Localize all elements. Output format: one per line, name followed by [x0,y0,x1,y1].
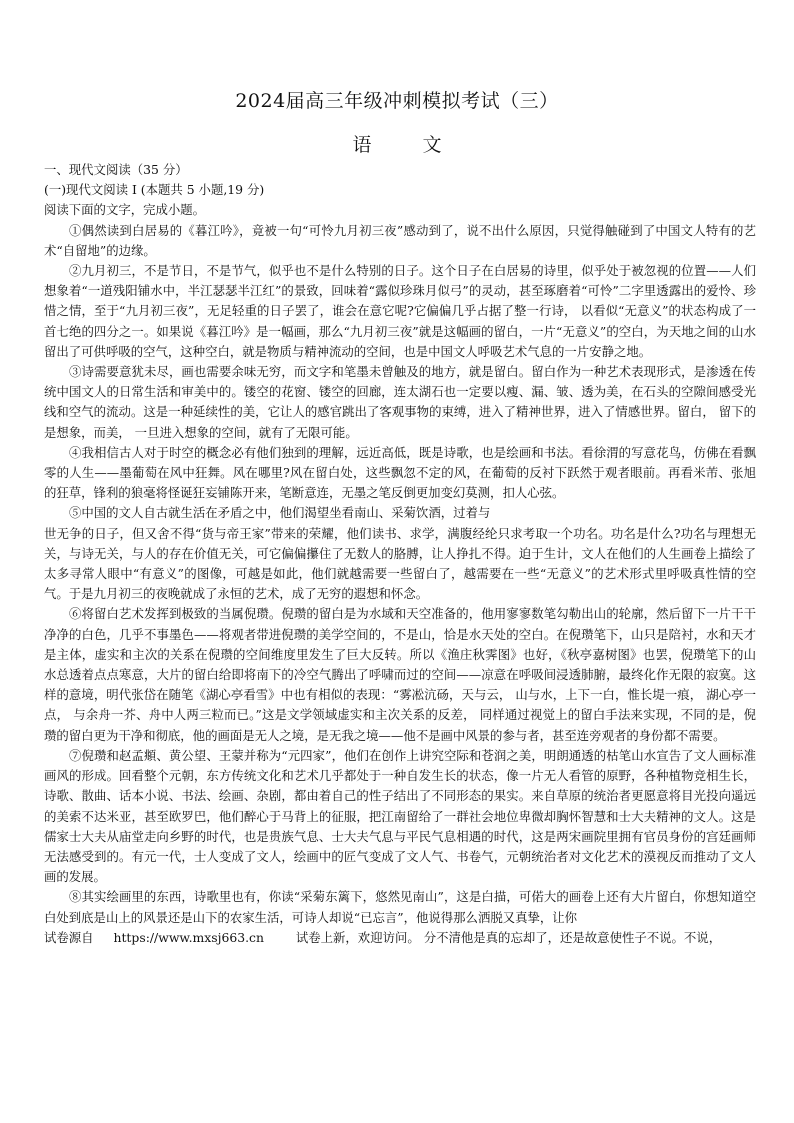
paragraph-3: ③诗需要意犹未尽，画也需要余味无穷，而文字和笔墨未曾触及的地方，就是留白。留白作为一种艺术表现形式，是渗透在传统中国文人的日常生活和审美中的。镂空的花窗、镂空的回廊，连太湖石也一定要以瘦、漏、皱、透为美，在石头的空隙间感受光线和空气的流动。这是一种延续性的美，它让人的感官跳出了客观事物的束缚，进入了精神世界，进入了情感世界。留白， 留下的是想象，而美， 一旦进入想象的空间，就有了无限可能。 [44,364,756,440]
paragraph-2: ②九月初三，不是节日，不是节气，似乎也不是什么特别的日子。这个日子在白居易的诗里，似乎处于被忽视的位置——人们想象着“一道残阳铺水中，半江瑟瑟半江红”的景致，回味着“露似珍珠月似弓”的灵动，甚至琢磨着“可怜”二字里透露出的爱怜、珍惜之情，至于“九月初三夜”，无足轻重的日子罢了，谁会在意它呢?它偏偏几乎占据了整一行诗， 以看似“无意义”的状态构成了一首七绝的四分之一。如果说《暮江吟》是一幅画，那么“九月初三夜”就是这幅画的留白，一片“无意义”的空白，为天地之间的山水留出了可供呼吸的空气，这种空白，就是物质与精神流动的空间，也是中国文人呼吸艺术气息的一片安静之地。 [44,263,756,359]
footer-line [44,928,756,948]
reading-instruction: 阅读下面的文字，完成小题。 [44,202,206,218]
source-url-link[interactable]: https://www.mxsj663.cn [113,929,264,945]
paragraph-5-start: ⑤中国的文人自古就生活在矛盾之中，他们渴望坐看南山、采菊饮酒，过着与 [69,505,491,521]
subsection-heading: (一)现代文阅读 I (本题共 5 小题,19 分) [44,182,265,198]
paragraph-5-continued: 世无争的日子，但又舍不得“货与帝王家”带来的荣耀，他们读书、求学，满腹经纶只求考取一个功名。功名是什么?功名与理想无关，与诗无关，与人的存在价值无关，可它偏偏攥住了无数人的胳膊，让人挣扎不得。迫于生计，文人在他们的人生画卷上描绘了太多寻常人眼中“有意义”的图像，可越是如此，他们就越需要一些留白了，越需要在一些“无意义”的艺术形式里呼吸真性情的空气。于是九月初三的夜晚就成了永恒的艺术，成了无穷的遐想和怀念。 [44,525,756,602]
paragraph-8-tail: 分不清他是真的忘却了，还是故意使性子不说。不说， [423,929,722,945]
paragraph-4: ④我相信古人对于时空的概念必有他们独到的理解，远近高低，既是诗歌，也是绘画和书法。看徐渭的写意花鸟，仿佛在看飘零的人生——墨葡萄在风中狂舞。风在哪里?风在留白处，这些飘忽不定的风，在葡萄的反衬下跃然于观者眼前。再看米芾、张旭的狂草，锋利的狼毫将怪诞狂妄铺陈开来，笔断意连，无墨之笔反倒更加变幻莫测，扣人心弦。 [44,444,756,501]
paragraph-7: ⑦倪瓒和赵孟頫、黄公望、王蒙并称为“元四家”，他们在创作上讲究空际和苍润之美，明朗通透的枯笔山水宣告了文人画标准画风的形成。回看整个元朝，东方传统文化和艺术几乎都处于一种自发生长的状态，像一片无人看管的原野，各种植物竞相生长，诗歌、散曲、话本小说、书法、绘画、杂剧，都由着自己的性子结出了不同形态的果实。来自草原的统治者更愿意将目光投向遥远的美索不达米亚，甚至欧罗巴，他们醉心于马背上的征服，把江南留给了一群社会地位卑微却胸怀智慧和士大夫精神的文人。这是儒家士大夫从庙堂走向乡野的时代，也是贵族气息、士大夫气息与平民气息相遇的时代，这是两宋画院里拥有官员身份的宫廷画师无法感受到的。有元一代，士人变成了文人，绘画中的匠气变成了文人气、书卷气，元朝统治者对文化艺术的漠视反而推动了文人画的发展。 [44,747,756,885]
source-notice: 试卷上新，欢迎访问。 [295,929,420,945]
source-label: 试卷源自 [44,929,94,945]
subject-heading: 语 文 [352,134,458,156]
paragraph-6: ⑥将留白艺术发挥到极致的当属倪瓒。倪瓒的留白是为水域和天空准备的，他用寥寥数笔勾勒出山的轮廓，然后留下一片干干净净的白色，几乎不事墨色——将观者带进倪瓒的美学空间的，不是山，恰是水天处的空白。在倪瓒笔下，山只是陪衬，水和天才是主体，虚实和主次的关系在倪瓒的空间维度里发生了巨大反转。所以《渔庄秋霁图》也好，《秋亭嘉树图》也罢，倪瓒笔下的山水总透着点点寒意，大片的留白给即将南下的冷空气腾出了呼啸而过的空间——凉意在呼吸间浸透肺腑，最终化作无限的寂寞。这样的意境，明代张岱在随笔《湖心亭看雪》中也有相似的表现：“雾凇沆砀，天与云， 山与水，上下一白，惟长堤一痕， 湖心亭一点， 与余舟一芥、舟中人两三粒而已。”这是文学领域虚实和主次关系的反差， 同样通过视觉上的留白手法来实现，不同的是，倪瓒的留白更为干净和彻底，他的画面是无人之境，是无我之境——他不是画中风景的参与者，甚至连旁观者的身份都不需要。 [44,606,756,743]
section-heading: 一、现代文阅读（35 分） [44,162,188,177]
paragraph-8: ⑧其实绘画里的东西，诗歌里也有，你读“采菊东篱下，悠然见南山”，这是白描，可偌大的画卷上还有大片留白，你想知道空白处到底是山上的风景还是山下的农家生活，可诗人却说“已忘言”，他说得那么洒脱又真挚，让你 [44,889,756,925]
paragraph-1: ①偶然读到白居易的《暮江吟》，竟被一句“可怜九月初三夜”感动到了，说不出什么原因，只觉得触碰到了中国文人特有的艺术“自留地”的边缘。 [44,222,756,258]
reading-passage [44,160,756,948]
exam-title: 2024届高三年级冲刺模拟考试（三） [235,90,559,112]
